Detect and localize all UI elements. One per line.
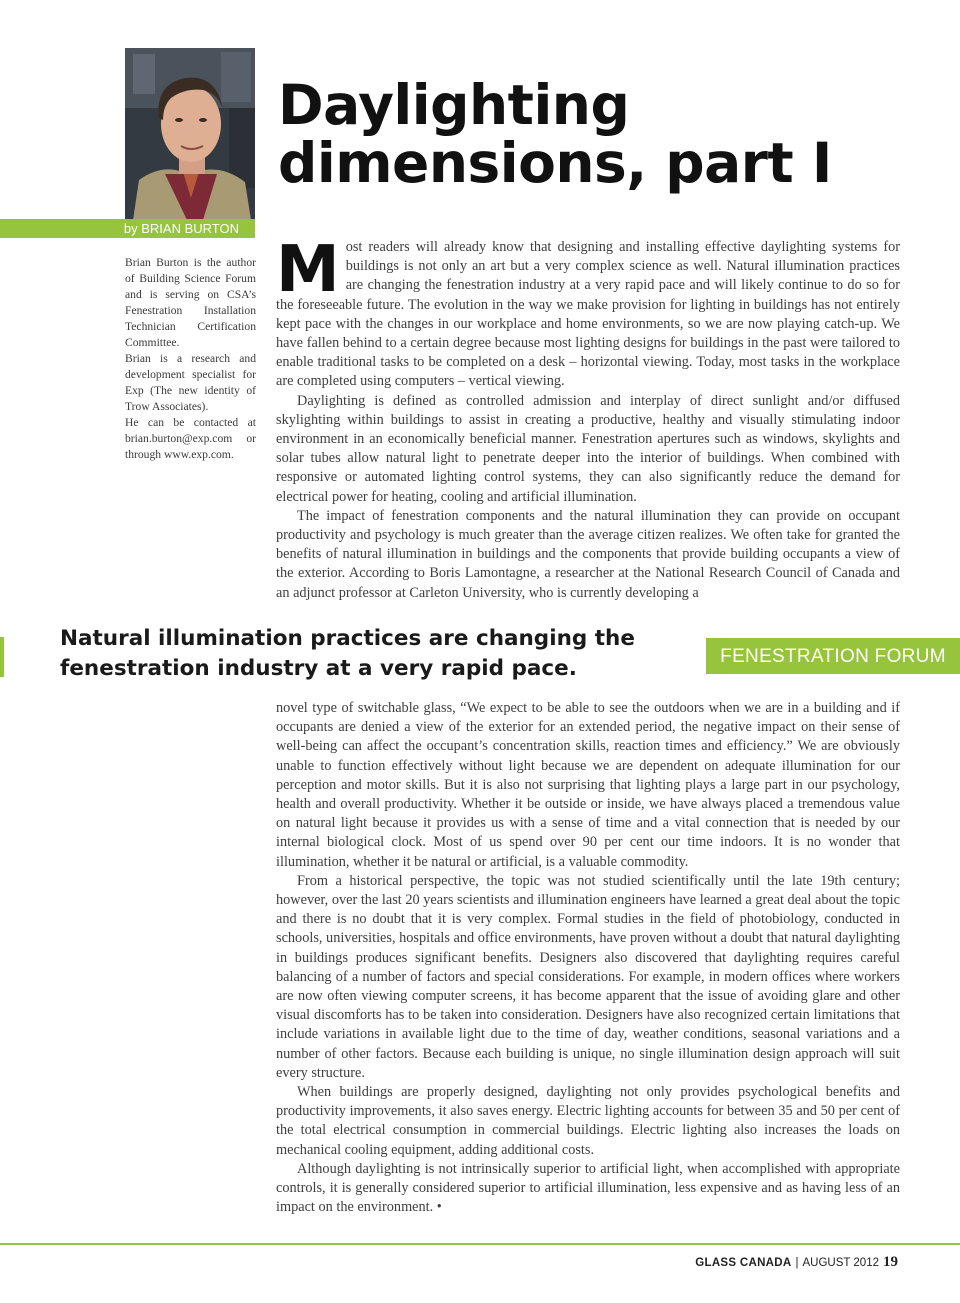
issue-date: AUGUST 2012 — [802, 1257, 879, 1269]
body-paragraph-continued: novel type of switchable glass, “We expect to be able to see the outdoors when we are in a building and if occupants are denied a view of the exterior for an extended period, the negative impact on their sense of well-being can affect the occupant’s concentration skills, reaction times and efficiency.” We are obviously unable to function effectively without light because we are dependent on adequate illumination for our perception and motor skills. But it is also not surprising that lighting plays a large part in our psychology, health and overall productivity. Whether it be outside or inside, we have always placed a tremendous value on natural light because it provides us with a sense of time and a vital connection that is needed by our internal biological clock. Most of us spend over 90 per cent our time indoors. It is no wonder that illumination, whether it be natural or artificial, is a valuable commodity. — [276, 700, 900, 870]
publication-name: GLASS CANADA — [695, 1257, 792, 1269]
title-line-2: dimensions, part I — [278, 131, 832, 195]
pullquote — [60, 624, 660, 684]
body-paragraph: Daylighting is defined as controlled admission and interplay of direct sunlight and/or diffused skylighting within buildings to assist in creating a productive, healthy and visually stimulating indoor environment in an economically beneficial manner. Fenestration apertures such as windows, skylights and solar tubes allow natural light to penetrate deeper into the interior of buildings. When combined with responsive or automated lighting control systems, they can also significantly reduce the demand for electrical power for heating, cooling and artificial illumination. — [276, 392, 900, 505]
author-bio — [125, 255, 256, 463]
article-title — [278, 73, 832, 195]
intro-text: ost readers will already know that designing and installing effective daylighting systems for buildings is not only an art but a very complex science as well. Natural illumination practices are changing the fenestration industry at a very rapid pace and will likely continue to do so for the foreseeable future. The evolution in the way we make provision for lighting in buildings has not entirely kept pace with the changes in our workplace and home environments, so we are now playing catch-up. We have fallen behind to a certain degree because most lighting designs for buildings in the past were tailored to enable traditional tasks to be completed on a desk – horizontal viewing. Today, most tasks in the workplace are completed using computers – vertical viewing. — [276, 239, 900, 390]
pullquote-line-1: Natural illumination practices are changing the — [60, 626, 635, 651]
body-paragraph: From a historical perspective, the topic was not studied scientifically until the late 19th century; however, over the last 20 years scientists and illumination engineers have learned a great deal about the topic and there is no doubt that it is very complex. Formal studies in the field of photobiology, conducted in schools, universities, hospitals and office environments, have proven without a doubt that natural daylighting in buildings produces significant benefits. Designers also discovered that daylighting requires careful balancing of a number of factors and special considerations. For example, in modern offices where workers are now often viewing computer screens, it has become apparent that the issue of avoiding glare and other visual discomforts has to be taken into consideration. Designers have also recognized certain limitations that include variations in available light due to the time of day, weather conditions, seasonal variations and a number of other factors. Because each building is unique, no single illumination design approach will suit every structure. — [276, 872, 900, 1081]
article-body-top — [276, 233, 900, 603]
article-body-bottom — [276, 699, 900, 1217]
body-paragraph: When buildings are properly designed, daylighting not only provides psychological benefits and productivity improvements, it also saves energy. Electric lighting accounts for between 35 and 50 per cent of the total electrical consumption in commercial buildings. Electric lighting also increases the loads on mechanical cooling equipment, adding additional costs. — [276, 1084, 900, 1158]
page-number: 19 — [883, 1254, 898, 1270]
body-paragraph: Although daylighting is not intrinsically superior to artificial light, when accomplished with appropriate controls, it is generally considered superior to artificial illumination, less expensive and as having less of an impact on the environment. • — [276, 1160, 900, 1216]
body-paragraph: The impact of fenestration components and the natural illumination they can provide on occupant productivity and psychology is much greater than the average citizen realizes. We often take for granted the benefits of natural illumination in buildings and the components that provide building occupants a view of the exterior. According to Boris Lamontagne, a researcher at the National Research Council of Canada and an adjunct professor at Carleton University, who is currently developing a — [276, 507, 900, 601]
drop-cap: M — [276, 233, 340, 307]
title-line-1: Daylighting — [278, 73, 630, 137]
bio-paragraph: Brian is a research and development specialist for Exp (The new identity of Trow Associates). — [125, 352, 256, 413]
page-footer — [695, 1254, 898, 1271]
author-byline: by BRIAN BURTON — [123, 221, 239, 236]
footer-rule — [0, 1243, 960, 1245]
pullquote-line-2: fenestration industry at a very rapid pace. — [60, 656, 577, 681]
intro-paragraph — [276, 233, 900, 392]
author-photo — [125, 48, 255, 220]
section-tag: FENESTRATION FORUM — [706, 638, 960, 674]
pullquote-accent — [0, 637, 4, 677]
footer-separator: | — [795, 1257, 799, 1269]
bio-paragraph: Brian Burton is the author of Building Science Forum and is serving on CSA’s Fenestration Installation Technician Certification Committee. — [125, 256, 256, 349]
bio-paragraph: He can be contacted at brian.burton@exp.com or through www.exp.com. — [125, 416, 256, 461]
